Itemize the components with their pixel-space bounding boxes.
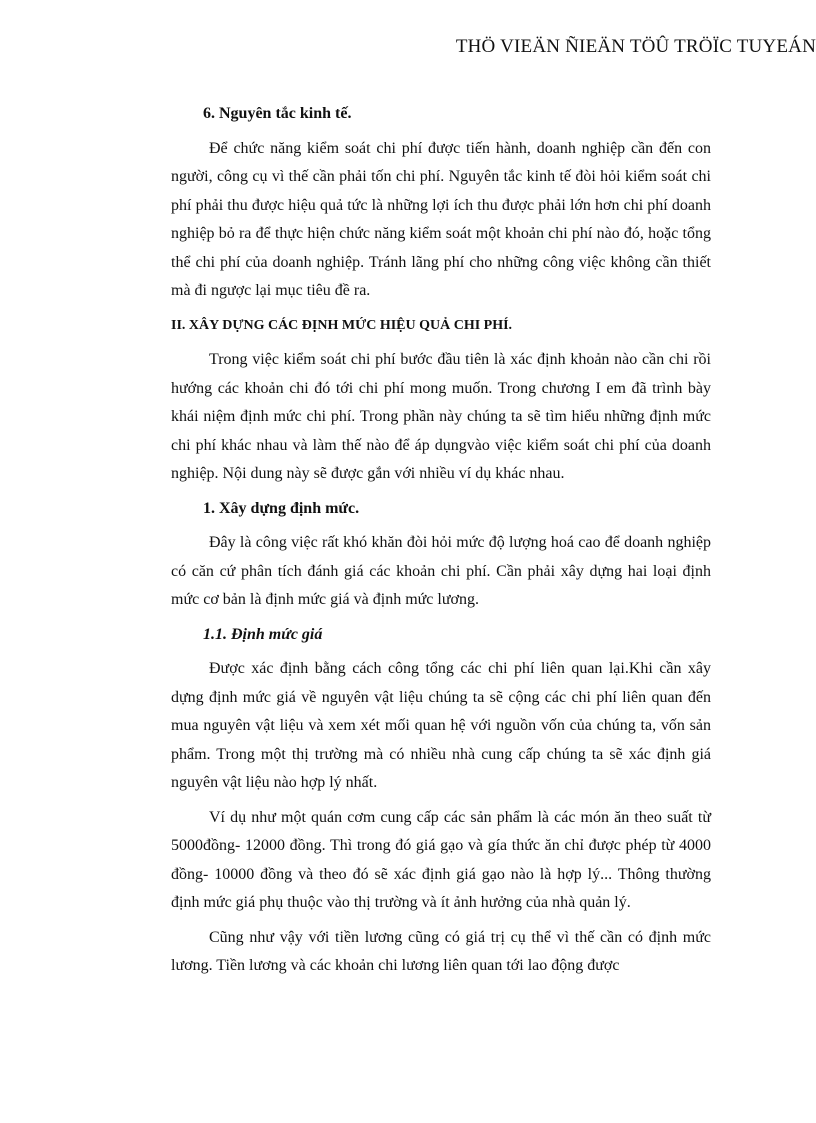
section-II-paragraph: Trong việc kiểm soát chi phí bước đầu tiên là xác định khoản nào cần chi rồi hướng các khoản chi đó tới chi phí mong muốn. Trong chương I em đã trình bày khái niệm định mức chi phí. Trong phần này chúng ta sẽ tìm hiểu những định mức chi phí khác nhau và làm thế nào để áp dụngvào việc kiểm soát chi phí của doanh nghiệp. Nội dung này sẽ được gắn với nhiều ví dụ khác nhau. — [171, 351, 711, 482]
running-header: THÖ VIEÄN ÑIEÄN TÖÛ TRÖÏC TUYEÁN — [455, 36, 816, 57]
section-1-1-paragraph-1: Được xác định bằng cách công tổng các chi phí liên quan lại.Khi cần xây dựng định mức giá về nguyên vật liệu chúng ta sẽ cộng các chi phí liên quan đến mua nguyên vật liệu và xem xét mối quan hệ với nguồn vốn của chúng ta, vốn sản phẩm. Trong một thị trường mà có nhiều nhà cung cấp chúng ta sẽ xác định giá nguyên vật liệu nào hợp lý nhất. — [171, 660, 711, 791]
section-1-1-paragraph-3: Cũng như vậy với tiền lương cũng có giá trị cụ thể vì thế cần có định mức lương. Tiền lương và các khoản chi lương liên quan tới lao động được — [171, 928, 711, 974]
section-1-title: 1. Xây dựng định mức. — [203, 499, 360, 517]
section-6-title: 6. Nguyên tắc kinh tế. — [203, 105, 352, 122]
section-1-1-paragraph-2: Ví dụ như một quán cơm cung cấp các sản phẩm là các món ăn theo suất từ 5000đồng- 12000 đồng. Thì trong đó giá gạo và gía thức ăn chỉ được phép từ 4000 đồng- 10000 đồng và theo đó sẽ xác định giá gạo nào là hợp lý... Thông thường định mức giá phụ thuộc vào thị trường và ít ảnh hưởng của nhà quản lý. — [171, 808, 711, 911]
section-II-title: II. XÂY DỰNG CÁC ĐỊNH MỨC HIỆU QUẢ CHI PHÍ. — [171, 317, 513, 333]
section-1-paragraph: Đây là công việc rất khó khăn đòi hỏi mức độ lượng hoá cao để doanh nghiệp có căn cứ phân tích đánh giá các khoản chi phí. Cần phải xây dựng hai loại định mức cơ bản là định mức giá và định mức lương. — [171, 534, 711, 608]
section-1-1-title: 1.1. Định mức giá — [203, 625, 323, 643]
section-6-paragraph: Để chức năng kiểm soát chi phí được tiến hành, doanh nghiệp cần đến con người, công cụ vì thế cần phải tốn chi phí. Nguyên tắc kinh tế đòi hỏi kiểm soát chi phí phải thu được hiệu quả tức là những lợi ích thu được phải lớn hơn chi phí doanh nghiệp bỏ ra để thực hiện chức năng kiểm soát một khoản chi phí nào đó, hoặc tổng thể chi phí của doanh nghiệp. Tránh lãng phí cho những công việc không cần thiết mà đi ngược lại mục tiêu đề ra. — [171, 139, 711, 299]
document-body — [171, 100, 711, 981]
